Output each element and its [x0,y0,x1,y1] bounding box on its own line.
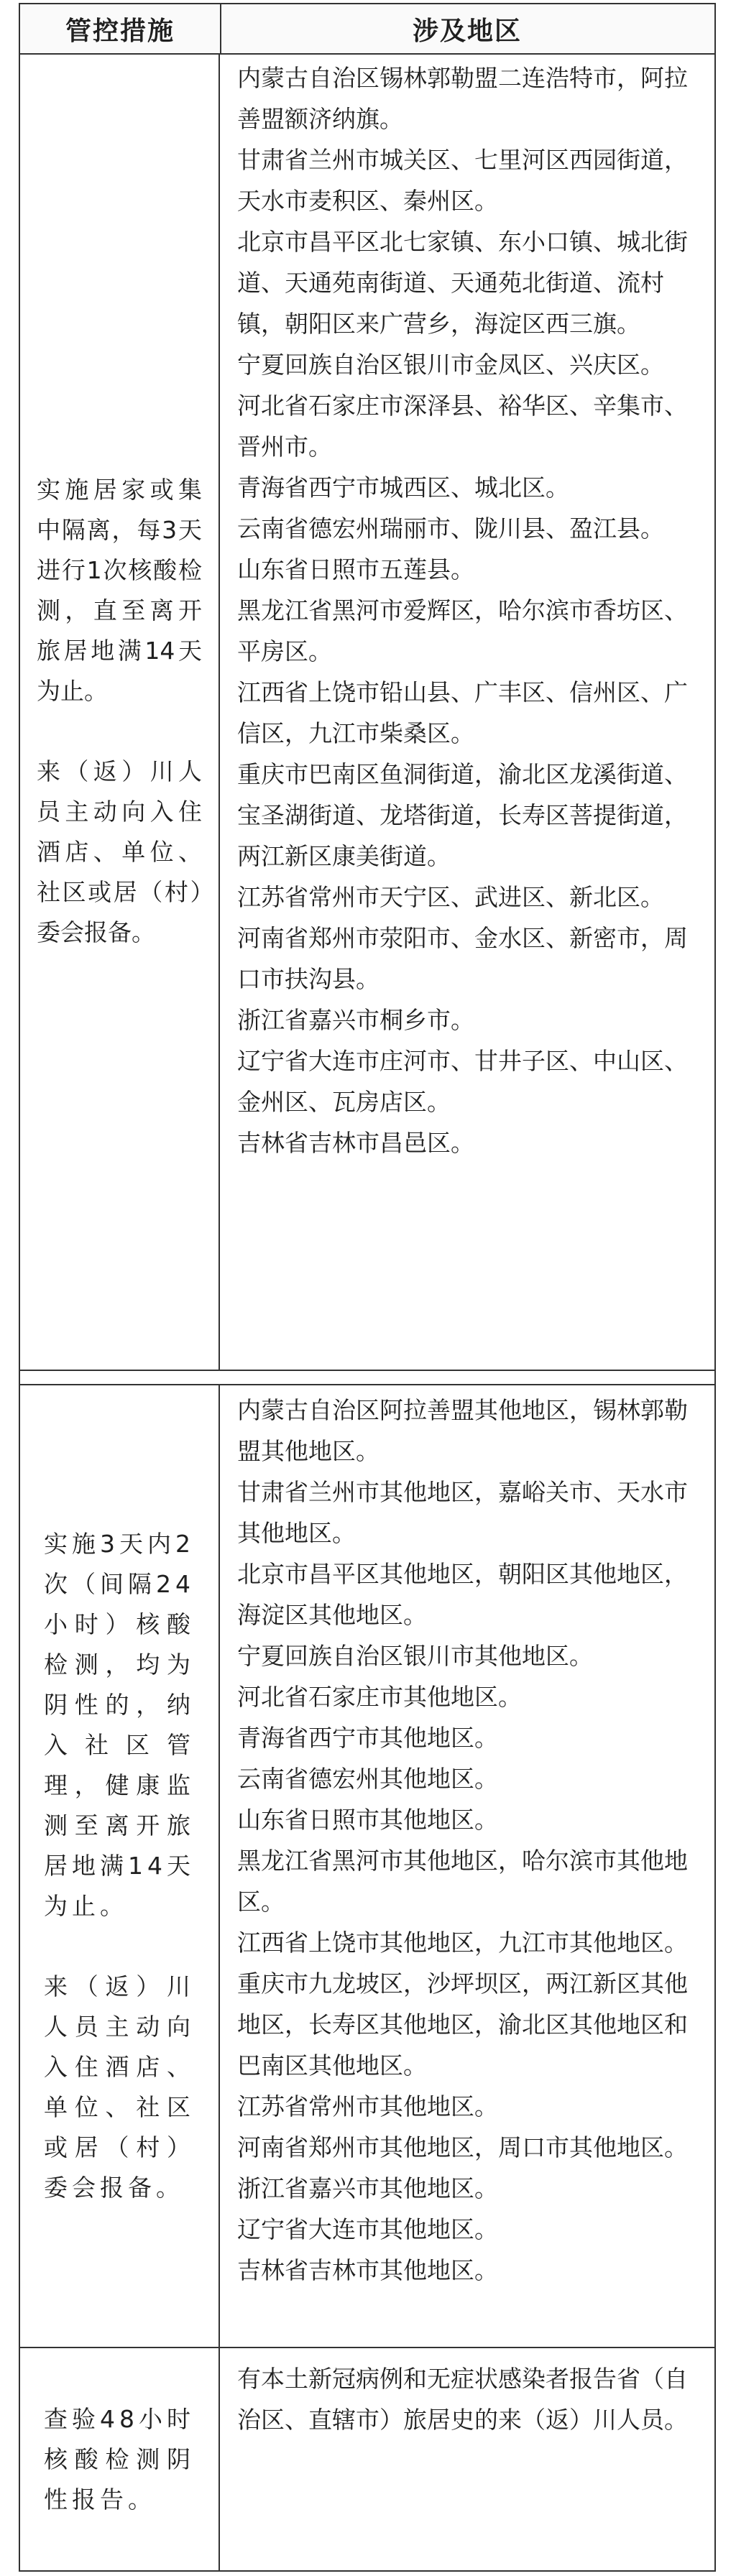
measure-cell [20,2348,220,2570]
measure-text: 实施居家或集中隔离，每3天进行1次核酸检测，直至离开旅居地满14天为止。 [37,476,202,705]
area-item: 重庆市巴南区鱼洞街道，渝北区龙溪街道、宝圣湖街道、龙塔街道，长寿区菩提街道，两江新区康美街道。 [237,760,688,870]
measure-text: 实施3天内2次（间隔24小时）核酸检测，均为阴性的，纳入社区管理，健康监测至离开旅居地满14天为止。 [44,1530,195,1920]
header-areas: 涉及地区 [412,16,522,46]
header-measures: 管控措施 [20,4,221,53]
area-item: 山东省日照市五莲县。 [237,555,474,583]
measure-cell [20,53,220,1370]
measure-text: 来（返）川人员主动向入住酒店、单位、社区或居（村）委会报备。 [44,1972,195,2202]
area-item: 江西省上饶市铅山县、广丰区、信州区、广信区，九江市柴桑区。 [237,678,688,747]
area-item: 河北省石家庄市其他地区。 [237,1683,522,1711]
row-divider [20,1370,714,1385]
area-item: 江苏省常州市其他地区。 [237,2092,498,2120]
area-item: 内蒙古自治区阿拉善盟其他地区，锡林郭勒盟其他地区。 [237,1396,688,1465]
measure-text: 查验48小时核酸检测阴性报告。 [44,2404,195,2513]
area-item: 宁夏回族自治区银川市其他地区。 [237,1642,593,1670]
area-item: 云南省德宏州其他地区。 [237,1765,498,1793]
area-item: 河南省郑州市其他地区，周口市其他地区。 [237,2133,688,2161]
area-item: 辽宁省大连市其他地区。 [237,2215,498,2243]
area-item: 北京市昌平区其他地区，朝阳区其他地区，海淀区其他地区。 [237,1560,688,1629]
area-item: 浙江省嘉兴市桐乡市。 [237,1006,474,1034]
area-item: 青海省西宁市其他地区。 [237,1724,498,1752]
area-item: 辽宁省大连市庄河市、甘井子区、中山区、金州区、瓦房店区。 [237,1047,688,1116]
areas-cell [220,2348,714,2570]
area-item: 宁夏回族自治区银川市金凤区、兴庆区。 [237,351,664,379]
area-item: 江西省上饶市其他地区，九江市其他地区。 [237,1929,688,1957]
measure-cell [20,1385,220,2347]
area-item: 重庆市九龙坡区，沙坪坝区，两江新区其他地区，长寿区其他地区，渝北区其他地区和巴南区其他地区。 [237,1970,688,2079]
measure-text: 来（返）川人员主动向入住酒店、单位、社区或居（村）委会报备。 [37,757,202,946]
areas-cell [220,1385,714,2347]
area-item: 黑龙江省黑河市爱辉区，哈尔滨市香坊区、平房区。 [237,596,688,665]
area-item: 有本土新冠病例和无症状感染者报告省（自治区、直辖市）旅居史的来（返）川人员。 [237,2365,688,2434]
area-item: 江苏省常州市天宁区、武进区、新北区。 [237,883,664,911]
table-header [20,4,714,55]
table-row [20,2348,714,2570]
area-item: 河北省石家庄市深泽县、裕华区、辛集市、晋州市。 [237,392,688,461]
control-measures-table [19,3,716,2572]
area-item: 甘肃省兰州市城关区、七里河区西园街道，天水市麦积区、秦州区。 [237,146,688,215]
areas-cell [220,53,714,1370]
area-item: 山东省日照市其他地区。 [237,1806,498,1834]
area-item: 内蒙古自治区锡林郭勒盟二连浩特市，阿拉善盟额济纳旗。 [237,64,688,133]
table-row [20,53,714,1371]
area-item: 浙江省嘉兴市其他地区。 [237,2174,498,2202]
area-item: 北京市昌平区北七家镇、东小口镇、城北街道、天通苑南街道、天通苑北街道、流村镇，朝阳区来广营乡，海淀区西三旗。 [237,228,688,338]
area-item: 吉林省吉林市其他地区。 [237,2256,498,2284]
area-item: 黑龙江省黑河市其他地区，哈尔滨市其他地区。 [237,1847,688,1916]
area-item: 云南省德宏州瑞丽市、陇川县、盈江县。 [237,514,664,543]
area-item: 吉林省吉林市昌邑区。 [237,1129,474,1157]
area-item: 青海省西宁市城西区、城北区。 [237,474,569,502]
area-item: 甘肃省兰州市其他地区，嘉峪关市、天水市其他地区。 [237,1478,688,1547]
table-row [20,1385,714,2348]
area-item: 河南省郑州市荥阳市、金水区、新密市，周口市扶沟县。 [237,924,688,993]
